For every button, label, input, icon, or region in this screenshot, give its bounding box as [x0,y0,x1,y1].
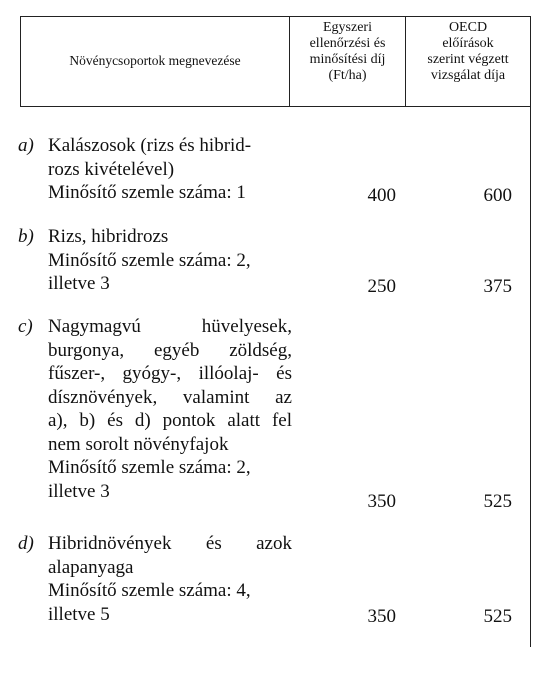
description-line: illetve 3 [48,273,110,294]
description-line: Nagymagvú hüvelyesek, [48,316,292,337]
inspection-fee-value: 350 [367,606,396,627]
table-row-c [0,315,538,512]
header-oecd-fee-line: OECD [448,20,488,35]
table-row-b [0,225,538,297]
description-line: illetve 3 [48,480,110,502]
oecd-fee-value: 525 [483,606,512,627]
description-line: fűszer-, gyógy-, illóolaj- és [48,363,292,384]
description-line: a), b) és d) pontok alatt fel [48,410,292,431]
row-description [48,532,292,626]
header-plant-group-name: Növénycsoportok megnevezése [69,53,241,68]
header-bottom-border [20,106,531,107]
header-oecd-fee-line: vizsgálat díja [430,68,506,83]
table-row-a [0,134,538,206]
description-line: Hibridnövények és azok [48,533,292,554]
header-inspection-fee-line: Egyszeri [323,20,372,35]
row-letter: b) [18,226,34,247]
description-line: dísznövények, valamint az [48,386,292,408]
description-line: Rizs, hibridrozs [48,226,169,247]
description-line: burgonya, egyéb zöldség, [48,339,292,361]
description-line: alapanyaga [48,556,134,578]
description-line: Minősítő szemle száma: 1 [48,182,246,203]
description-line: Kalászosok (rizs és hibrid- [48,135,252,156]
header-oecd-fee-line: előírások [442,36,494,51]
table-right-border [530,16,531,107]
oecd-fee-value: 600 [483,185,512,206]
header-inspection-fee-line: minősítési díj [309,52,386,67]
oecd-fee-value: 375 [483,276,512,297]
description-line: illetve 5 [48,603,110,625]
oecd-fee-value: 525 [483,491,512,512]
header-inspection-fee-line: (Ft/ha) [328,68,367,83]
description-line: Minősítő szemle száma: 2, [48,249,251,271]
description-line: rozs kivételével) [48,158,175,180]
description-line: nem sorolt növényfajok [48,433,229,455]
inspection-fee-value: 400 [367,185,396,206]
header-inspection-fee-line: ellenőrzési és [309,36,386,51]
inspection-fee-value: 250 [367,276,396,297]
table-top-border [20,16,531,17]
header-oecd-fee [406,20,530,84]
row-letter: c) [18,316,33,337]
row-letter: d) [18,533,34,554]
header-oecd-fee-line: szerint végzett [427,52,509,67]
inspection-fee-value: 350 [367,491,396,512]
row-description [48,315,292,503]
row-description [48,225,292,296]
row-letter: a) [18,135,34,156]
description-line: Minősítő szemle száma: 2, [48,457,251,478]
header-inspection-fee [290,20,405,84]
table-row-d [0,532,538,628]
row-description [48,134,292,205]
description-line: Minősítő szemle száma: 4, [48,580,251,601]
